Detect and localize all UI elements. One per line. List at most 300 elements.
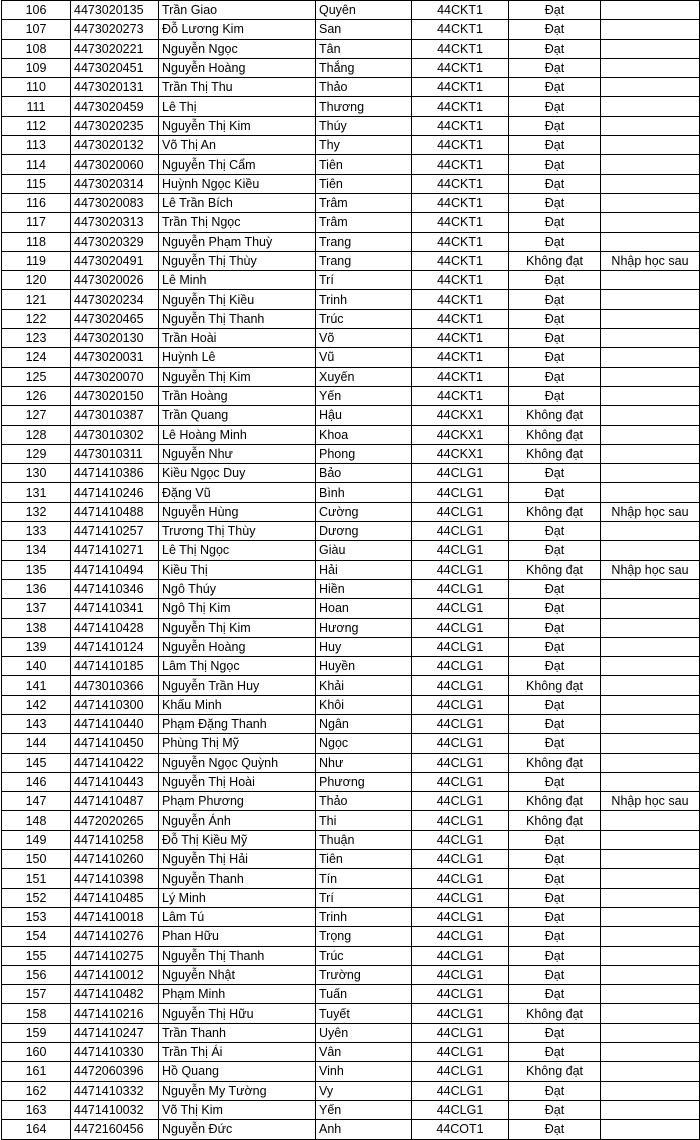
table-row (2, 657, 700, 676)
row-number-cell: 145 (2, 753, 71, 772)
family-name-cell: Nguyễn Thị Kim (159, 116, 316, 135)
family-name-cell: Nguyễn Thị Kim (159, 618, 316, 637)
table-row (2, 927, 700, 946)
table-row (2, 850, 700, 869)
table-row (2, 136, 700, 155)
note-cell (601, 136, 700, 155)
result-cell: Không đạt (509, 811, 601, 830)
result-cell: Đạt (509, 927, 601, 946)
row-number-cell: 127 (2, 406, 71, 425)
class-code-cell: 44CKT1 (412, 251, 509, 270)
note-cell (601, 58, 700, 77)
table-row (2, 965, 700, 984)
family-name-cell: Trần Hoài (159, 329, 316, 348)
note-cell (601, 753, 700, 772)
student-id-cell: 4471410341 (71, 599, 159, 618)
note-cell (601, 657, 700, 676)
row-number-cell: 160 (2, 1043, 71, 1062)
given-name-cell: Huyền (316, 657, 412, 676)
student-id-cell: 4473010302 (71, 425, 159, 444)
student-id-cell: 4471410332 (71, 1081, 159, 1100)
row-number-cell: 155 (2, 946, 71, 965)
given-name-cell: Cường (316, 502, 412, 521)
student-id-cell: 4471410216 (71, 1004, 159, 1023)
family-name-cell: Trần Thị Ngọc (159, 213, 316, 232)
note-cell (601, 425, 700, 444)
result-cell: Đạt (509, 869, 601, 888)
row-number-cell: 154 (2, 927, 71, 946)
row-number-cell: 146 (2, 772, 71, 791)
row-number-cell: 158 (2, 1004, 71, 1023)
note-cell (601, 522, 700, 541)
class-code-cell: 44CLG1 (412, 985, 509, 1004)
row-number-cell: 159 (2, 1023, 71, 1042)
student-id-cell: 4471410494 (71, 560, 159, 579)
family-name-cell: Khấu Minh (159, 695, 316, 714)
family-name-cell: Đỗ Thị Kiều Mỹ (159, 830, 316, 849)
family-name-cell: Nguyễn Thị Cẩm (159, 155, 316, 174)
table-row (2, 772, 700, 791)
family-name-cell: Nguyễn Thị Hải (159, 850, 316, 869)
class-code-cell: 44CKT1 (412, 136, 509, 155)
row-number-cell: 128 (2, 425, 71, 444)
table-row (2, 1023, 700, 1042)
table-row (2, 155, 700, 174)
note-cell (601, 772, 700, 791)
class-code-cell: 44CKT1 (412, 155, 509, 174)
result-cell: Không đạt (509, 676, 601, 695)
family-name-cell: Lê Thị Ngọc (159, 541, 316, 560)
table-row (2, 193, 700, 212)
note-cell (601, 483, 700, 502)
row-number-cell: 136 (2, 579, 71, 598)
table-row (2, 599, 700, 618)
note-cell (601, 869, 700, 888)
class-code-cell: 44CLG1 (412, 772, 509, 791)
table-row (2, 39, 700, 58)
table-row (2, 1004, 700, 1023)
student-id-cell: 4471410440 (71, 714, 159, 733)
family-name-cell: Lê Trần Bích (159, 193, 316, 212)
table-row (2, 734, 700, 753)
class-code-cell: 44CKT1 (412, 174, 509, 193)
row-number-cell: 107 (2, 20, 71, 39)
family-name-cell: Kiều Ngọc Duy (159, 464, 316, 483)
given-name-cell: Trang (316, 251, 412, 270)
student-id-cell: 4471410330 (71, 1043, 159, 1062)
row-number-cell: 116 (2, 193, 71, 212)
student-id-cell: 4473020314 (71, 174, 159, 193)
family-name-cell: Nguyễn Thanh (159, 869, 316, 888)
note-cell (601, 329, 700, 348)
student-id-cell: 4471410018 (71, 907, 159, 926)
class-code-cell: 44CKX1 (412, 406, 509, 425)
row-number-cell: 130 (2, 464, 71, 483)
class-code-cell: 44CLG1 (412, 483, 509, 502)
table-row (2, 869, 700, 888)
student-id-cell: 4473020130 (71, 329, 159, 348)
row-number-cell: 152 (2, 888, 71, 907)
family-name-cell: Trần Thị Thu (159, 78, 316, 97)
result-cell: Đạt (509, 772, 601, 791)
given-name-cell: Trường (316, 965, 412, 984)
result-cell: Đạt (509, 39, 601, 58)
result-cell: Đạt (509, 599, 601, 618)
note-cell (601, 946, 700, 965)
student-id-cell: 4471410032 (71, 1100, 159, 1119)
table-row (2, 695, 700, 714)
class-code-cell: 44CLG1 (412, 907, 509, 926)
row-number-cell: 112 (2, 116, 71, 135)
student-id-cell: 4471410275 (71, 946, 159, 965)
class-code-cell: 44CKX1 (412, 425, 509, 444)
family-name-cell: Đỗ Lương Kim (159, 20, 316, 39)
class-code-cell: 44CKT1 (412, 1, 509, 20)
result-cell: Không đạt (509, 792, 601, 811)
given-name-cell: Ngọc (316, 734, 412, 753)
row-number-cell: 157 (2, 985, 71, 1004)
row-number-cell: 124 (2, 348, 71, 367)
note-cell (601, 927, 700, 946)
class-code-cell: 44CKT1 (412, 116, 509, 135)
family-name-cell: Nguyễn Trần Huy (159, 676, 316, 695)
given-name-cell: Trang (316, 232, 412, 251)
family-name-cell: Phạm Phương (159, 792, 316, 811)
family-name-cell: Trần Hoàng (159, 386, 316, 405)
table-row (2, 116, 700, 135)
class-code-cell: 44CLG1 (412, 502, 509, 521)
family-name-cell: Nguyễn Ánh (159, 811, 316, 830)
note-cell (601, 232, 700, 251)
row-number-cell: 147 (2, 792, 71, 811)
given-name-cell: Thắng (316, 58, 412, 77)
note-cell (601, 888, 700, 907)
given-name-cell: Vinh (316, 1062, 412, 1081)
table-row (2, 213, 700, 232)
given-name-cell: Trinh (316, 907, 412, 926)
student-id-cell: 4473020459 (71, 97, 159, 116)
result-cell: Đạt (509, 58, 601, 77)
result-cell: Không đạt (509, 425, 601, 444)
family-name-cell: Lâm Tú (159, 907, 316, 926)
table-row (2, 232, 700, 251)
note-cell (601, 174, 700, 193)
class-code-cell: 44CLG1 (412, 599, 509, 618)
table-row (2, 888, 700, 907)
student-id-cell: 4472160456 (71, 1120, 159, 1139)
table-row (2, 367, 700, 386)
note-cell (601, 20, 700, 39)
result-cell: Đạt (509, 116, 601, 135)
given-name-cell: Trúc (316, 946, 412, 965)
result-cell: Đạt (509, 329, 601, 348)
result-cell: Đạt (509, 290, 601, 309)
given-name-cell: Tín (316, 869, 412, 888)
result-cell: Đạt (509, 386, 601, 405)
given-name-cell: Tân (316, 39, 412, 58)
result-cell: Đạt (509, 309, 601, 328)
student-id-cell: 4471410271 (71, 541, 159, 560)
given-name-cell: Khôi (316, 695, 412, 714)
note-cell (601, 830, 700, 849)
note-cell (601, 1062, 700, 1081)
class-code-cell: 44COT1 (412, 1120, 509, 1139)
student-id-cell: 4471410185 (71, 657, 159, 676)
class-code-cell: 44CKT1 (412, 193, 509, 212)
family-name-cell: Nguyễn Thị Hữu (159, 1004, 316, 1023)
student-id-cell: 4472020265 (71, 811, 159, 830)
row-number-cell: 148 (2, 811, 71, 830)
given-name-cell: Trinh (316, 290, 412, 309)
student-id-cell: 4473020070 (71, 367, 159, 386)
class-code-cell: 44CKT1 (412, 20, 509, 39)
student-id-cell: 4471410257 (71, 522, 159, 541)
class-code-cell: 44CLG1 (412, 869, 509, 888)
note-cell (601, 97, 700, 116)
family-name-cell: Lê Minh (159, 271, 316, 290)
note-cell (601, 309, 700, 328)
given-name-cell: Thúy (316, 116, 412, 135)
table-row (2, 560, 700, 579)
result-cell: Đạt (509, 850, 601, 869)
class-code-cell: 44CKT1 (412, 78, 509, 97)
result-cell: Đạt (509, 174, 601, 193)
row-number-cell: 117 (2, 213, 71, 232)
row-number-cell: 125 (2, 367, 71, 386)
note-cell (601, 1004, 700, 1023)
student-id-cell: 4473020083 (71, 193, 159, 212)
table-row (2, 1100, 700, 1119)
student-id-cell: 4472060396 (71, 1062, 159, 1081)
note-cell (601, 907, 700, 926)
note-cell (601, 386, 700, 405)
result-cell: Đạt (509, 907, 601, 926)
result-cell: Đạt (509, 657, 601, 676)
result-cell: Đạt (509, 637, 601, 656)
given-name-cell: Trọng (316, 927, 412, 946)
result-cell: Đạt (509, 522, 601, 541)
family-name-cell: Trần Giao (159, 1, 316, 20)
table-row (2, 329, 700, 348)
note-cell (601, 599, 700, 618)
class-code-cell: 44CLG1 (412, 1043, 509, 1062)
given-name-cell: Tiên (316, 850, 412, 869)
class-code-cell: 44CLG1 (412, 464, 509, 483)
given-name-cell: Xuyến (316, 367, 412, 386)
note-cell (601, 985, 700, 1004)
row-number-cell: 135 (2, 560, 71, 579)
table-row (2, 985, 700, 1004)
student-id-cell: 4473020131 (71, 78, 159, 97)
table-row (2, 20, 700, 39)
given-name-cell: Bình (316, 483, 412, 502)
result-cell: Đạt (509, 579, 601, 598)
table-row (2, 907, 700, 926)
given-name-cell: Giàu (316, 541, 412, 560)
table-row (2, 714, 700, 733)
row-number-cell: 109 (2, 58, 71, 77)
given-name-cell: Tuấn (316, 985, 412, 1004)
given-name-cell: Khải (316, 676, 412, 695)
table-row (2, 1, 700, 20)
student-id-cell: 4471410487 (71, 792, 159, 811)
note-cell (601, 1081, 700, 1100)
table-row (2, 811, 700, 830)
class-code-cell: 44CLG1 (412, 579, 509, 598)
table-row (2, 1062, 700, 1081)
note-cell (601, 714, 700, 733)
given-name-cell: Phong (316, 444, 412, 463)
note-cell (601, 367, 700, 386)
family-name-cell: Phạm Minh (159, 985, 316, 1004)
result-cell: Đạt (509, 1043, 601, 1062)
result-cell: Đạt (509, 483, 601, 502)
given-name-cell: Yến (316, 386, 412, 405)
given-name-cell: San (316, 20, 412, 39)
student-id-cell: 4473020329 (71, 232, 159, 251)
family-name-cell: Ngô Thị Kim (159, 599, 316, 618)
class-code-cell: 44CLG1 (412, 695, 509, 714)
class-code-cell: 44CKT1 (412, 97, 509, 116)
family-name-cell: Phan Hữu (159, 927, 316, 946)
student-id-cell: 4473020491 (71, 251, 159, 270)
student-id-cell: 4473010387 (71, 406, 159, 425)
student-id-cell: 4471410346 (71, 579, 159, 598)
family-name-cell: Trần Thanh (159, 1023, 316, 1042)
student-id-cell: 4471410443 (71, 772, 159, 791)
result-cell: Đạt (509, 213, 601, 232)
table-row (2, 425, 700, 444)
result-cell: Đạt (509, 965, 601, 984)
student-id-cell: 4473010366 (71, 676, 159, 695)
family-name-cell: Phạm Đặng Thanh (159, 714, 316, 733)
class-code-cell: 44CKT1 (412, 329, 509, 348)
result-cell: Đạt (509, 618, 601, 637)
row-number-cell: 111 (2, 97, 71, 116)
table-row (2, 444, 700, 463)
row-number-cell: 161 (2, 1062, 71, 1081)
given-name-cell: Tiên (316, 155, 412, 174)
class-code-cell: 44CLG1 (412, 888, 509, 907)
result-cell: Đạt (509, 1081, 601, 1100)
table-row (2, 386, 700, 405)
table-row (2, 522, 700, 541)
given-name-cell: Hải (316, 560, 412, 579)
student-id-cell: 4471410422 (71, 753, 159, 772)
family-name-cell: Nguyễn Phạm Thuỳ (159, 232, 316, 251)
family-name-cell: Nguyễn Ngọc (159, 39, 316, 58)
row-number-cell: 120 (2, 271, 71, 290)
family-name-cell: Huỳnh Ngọc Kiều (159, 174, 316, 193)
student-id-cell: 4473020135 (71, 1, 159, 20)
given-name-cell: Võ (316, 329, 412, 348)
student-id-cell: 4471410124 (71, 637, 159, 656)
row-number-cell: 144 (2, 734, 71, 753)
table-row (2, 464, 700, 483)
note-cell (601, 193, 700, 212)
table-row (2, 753, 700, 772)
note-cell (601, 1023, 700, 1042)
table-row (2, 271, 700, 290)
given-name-cell: Bảo (316, 464, 412, 483)
result-cell: Đạt (509, 136, 601, 155)
row-number-cell: 126 (2, 386, 71, 405)
note-cell (601, 541, 700, 560)
student-id-cell: 4471410398 (71, 869, 159, 888)
note-cell (601, 213, 700, 232)
student-id-cell: 4471410276 (71, 927, 159, 946)
family-name-cell: Nguyễn My Tường (159, 1081, 316, 1100)
student-id-cell: 4471410485 (71, 888, 159, 907)
family-name-cell: Võ Thị Kim (159, 1100, 316, 1119)
note-cell (601, 464, 700, 483)
result-cell: Đạt (509, 1120, 601, 1139)
result-cell: Không đạt (509, 251, 601, 270)
family-name-cell: Trương Thị Thùy (159, 522, 316, 541)
given-name-cell: Thảo (316, 792, 412, 811)
note-cell (601, 811, 700, 830)
class-code-cell: 44CKT1 (412, 213, 509, 232)
row-number-cell: 137 (2, 599, 71, 618)
class-code-cell: 44CKT1 (412, 290, 509, 309)
row-number-cell: 134 (2, 541, 71, 560)
note-cell (601, 271, 700, 290)
given-name-cell: Hương (316, 618, 412, 637)
given-name-cell: Dương (316, 522, 412, 541)
row-number-cell: 164 (2, 1120, 71, 1139)
class-code-cell: 44CLG1 (412, 927, 509, 946)
family-name-cell: Nguyễn Thị Kiều (159, 290, 316, 309)
result-cell: Đạt (509, 193, 601, 212)
given-name-cell: Thi (316, 811, 412, 830)
result-cell: Đạt (509, 78, 601, 97)
student-id-cell: 4471410012 (71, 965, 159, 984)
result-cell: Đạt (509, 888, 601, 907)
family-name-cell: Hồ Quang (159, 1062, 316, 1081)
table-row (2, 637, 700, 656)
result-cell: Đạt (509, 1023, 601, 1042)
row-number-cell: 139 (2, 637, 71, 656)
table-row (2, 676, 700, 695)
table-row (2, 290, 700, 309)
class-code-cell: 44CKT1 (412, 271, 509, 290)
given-name-cell: Hoan (316, 599, 412, 618)
note-cell (601, 734, 700, 753)
given-name-cell: Khoa (316, 425, 412, 444)
row-number-cell: 106 (2, 1, 71, 20)
table-row (2, 1043, 700, 1062)
class-code-cell: 44CLG1 (412, 792, 509, 811)
row-number-cell: 156 (2, 965, 71, 984)
class-code-cell: 44CLG1 (412, 830, 509, 849)
given-name-cell: Vũ (316, 348, 412, 367)
result-cell: Đạt (509, 367, 601, 386)
result-cell: Đạt (509, 348, 601, 367)
family-name-cell: Lê Hoàng Minh (159, 425, 316, 444)
note-cell (601, 348, 700, 367)
table-row (2, 946, 700, 965)
family-name-cell: Nguyễn Ngọc Quỳnh (159, 753, 316, 772)
row-number-cell: 162 (2, 1081, 71, 1100)
row-number-cell: 140 (2, 657, 71, 676)
class-code-cell: 44CLG1 (412, 714, 509, 733)
note-cell (601, 1100, 700, 1119)
row-number-cell: 163 (2, 1100, 71, 1119)
student-id-cell: 4471410246 (71, 483, 159, 502)
row-number-cell: 143 (2, 714, 71, 733)
note-cell (601, 1, 700, 20)
class-code-cell: 44CLG1 (412, 676, 509, 695)
